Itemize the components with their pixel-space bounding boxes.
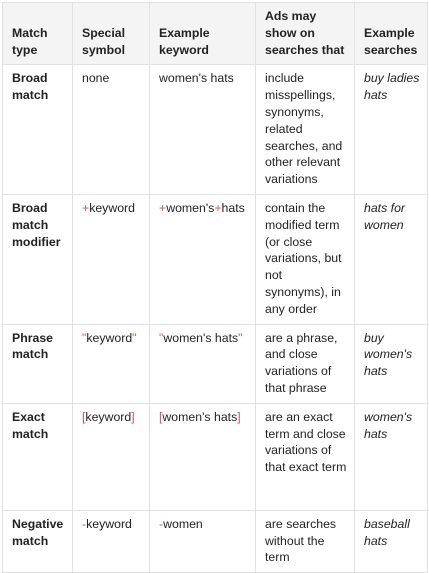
special-symbol-cell — [73, 65, 150, 195]
symbol-text: keyword — [86, 516, 132, 531]
example-search-cell: hats for women — [355, 194, 428, 324]
keyword-symbol: " — [159, 330, 164, 345]
table-row-phrase-match — [3, 324, 428, 403]
ads-show-cell: are a phrase, and close variations of that phrase — [256, 324, 355, 403]
ads-show-cell: include misspellings, synonyms, related searches, and other relevant variations — [256, 65, 355, 195]
match-type-cell: Broad match — [3, 65, 73, 195]
keyword-symbol-2: " — [238, 330, 243, 345]
match-type-cell: Phrase match — [3, 324, 73, 403]
ads-show-cell: are searches without the term — [256, 510, 355, 572]
ads-show-cell: are an exact term and close variations of that exact term — [256, 403, 355, 510]
keyword-text: women's hats — [163, 330, 239, 345]
example-search-cell: buy ladies hats — [355, 65, 428, 195]
match-type-cell: Exact match — [3, 403, 73, 510]
keyword-symbol-2: ] — [237, 409, 241, 424]
keyword-text: women's hats — [162, 409, 238, 424]
match-type-cell: Broad match modifier — [3, 194, 73, 324]
header-special-symbol: Special symbol — [73, 3, 150, 65]
header-ads-may-show: Ads may show on searches that — [256, 3, 355, 65]
special-symbol-cell — [73, 510, 150, 572]
example-keyword-cell — [150, 403, 256, 510]
symbol-mark-close: ] — [131, 409, 135, 424]
match-types-table — [2, 2, 428, 573]
special-symbol-cell — [73, 194, 150, 324]
example-keyword-cell — [150, 324, 256, 403]
symbol-mark: - — [82, 516, 87, 531]
keyword-text: women's — [166, 200, 215, 215]
symbol-text-tail: none — [82, 71, 110, 86]
symbol-text-tail: keyword — [89, 200, 135, 215]
example-search-cell: buy women's hats — [355, 324, 428, 403]
symbol-mark: [ — [82, 409, 86, 424]
example-keyword-cell — [150, 194, 256, 324]
keyword-text-2: women's hats — [159, 71, 234, 86]
header-match-type: Match type — [3, 3, 73, 65]
match-type-cell: Negative match — [3, 510, 73, 572]
special-symbol-cell — [73, 324, 150, 403]
table-row-broad-match — [3, 65, 428, 195]
match-types-table-wrapper — [0, 2, 429, 565]
keyword-symbol: + — [159, 200, 167, 215]
example-search-cell: women's hats — [355, 403, 428, 510]
example-search-cell: baseball hats — [355, 510, 428, 572]
keyword-symbol-2: + — [214, 200, 222, 215]
keyword-symbol: [ — [159, 409, 163, 424]
example-keyword-cell — [150, 510, 256, 572]
keyword-text: women — [163, 516, 203, 531]
table-row-negative-match — [3, 510, 428, 572]
table-row-exact-match — [3, 403, 428, 510]
example-keyword-cell — [150, 65, 256, 195]
symbol-mark-close: " — [132, 330, 137, 345]
table-row-broad-match-modifier — [3, 194, 428, 324]
special-symbol-cell — [73, 403, 150, 510]
ads-show-cell: contain the modified term (or close variations, but not synonyms), in any order — [256, 194, 355, 324]
header-example-keyword: Example keyword — [150, 3, 256, 65]
keyword-text-2: hats — [221, 200, 245, 215]
header-example-searches: Example searches — [355, 3, 428, 65]
symbol-mark: " — [82, 330, 87, 345]
symbol-text: keyword — [85, 409, 132, 424]
header-row — [3, 3, 428, 65]
keyword-symbol: - — [159, 516, 164, 531]
symbol-text: keyword — [86, 330, 133, 345]
symbol-mark: + — [82, 200, 90, 215]
